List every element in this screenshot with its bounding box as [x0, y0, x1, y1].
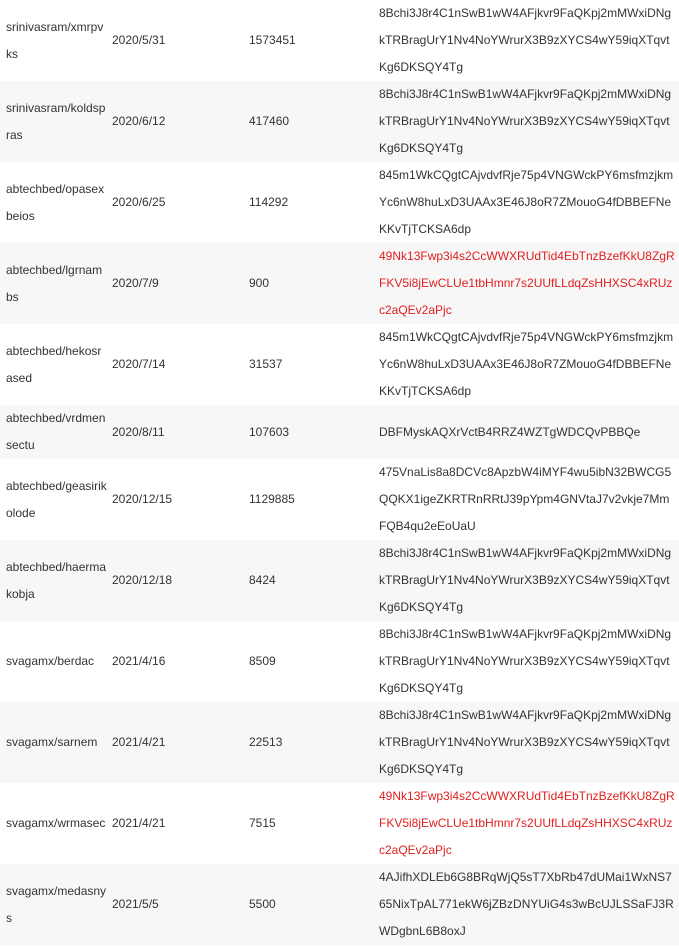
count-cell: 7515 [249, 816, 276, 830]
count-cell: 107603 [249, 424, 290, 439]
repo-cell: abtechbed/vrdmensectu [6, 411, 106, 452]
date-cell: 2020/12/18 [112, 573, 173, 587]
wallet-address-cell: 8Bchi3J8r4C1nSwB1wW4AFjkvr9FaQKpj2mMWxiDNgkTRBragUrY1Nv4NoYWrurX3B9zXYCS4wY59iqXTqvtKg6DKSQY4Tg [379, 627, 672, 695]
count-cell: 900 [249, 276, 270, 290]
date-cell: 2021/4/16 [112, 654, 166, 668]
count-cell: 8424 [249, 573, 276, 587]
table-row [0, 864, 679, 945]
table-row [0, 324, 679, 405]
wallet-address-cell: DBFMyskAQXrVctB4RRZ4WZTgWDCQvPBBQe [379, 424, 641, 439]
date-cell: 2020/12/15 [112, 492, 173, 506]
wallet-address-cell: 8Bchi3J8r4C1nSwB1wW4AFjkvr9FaQKpj2mMWxiDNgkTRBragUrY1Nv4NoYWrurX3B9zXYCS4wY59iqXTqvtKg6DKSQY4Tg [379, 708, 672, 776]
count-cell: 114292 [249, 195, 289, 209]
table-row [0, 540, 679, 621]
repo-cell: abtechbed/lgrnambs [6, 262, 103, 304]
wallet-address-cell: 49Nk13Fwp3i4s2CcWWXRUdTid4EbTnzBzefKkU8ZgRFKV5i8jEwCLUe1tbHmnr7s2UUfLLdqZsHHXSC4xRUzc2aQEv2aPjc [379, 249, 675, 317]
count-cell: 22513 [249, 735, 283, 749]
date-cell: 2021/4/21 [112, 735, 166, 749]
date-cell: 2021/4/21 [112, 816, 166, 830]
table-row [0, 405, 679, 459]
repo-cell: svagamx/medasnys [6, 883, 107, 925]
table-row [0, 459, 679, 540]
repo-cell: svagamx/berdac [6, 654, 95, 668]
repo-cell: abtechbed/opasexbeios [6, 181, 105, 223]
date-cell: 2020/7/14 [112, 357, 166, 371]
wallet-address-cell: 845m1WkCQgtCAjvdvfRje75p4VNGWckPY6msfmzjkmYc6nW8huLxD3UAAx3E46J8oR7ZMouoG4fDBBEFNeKKvTjTCKSA6dp [379, 330, 674, 398]
count-cell: 417460 [249, 114, 290, 128]
date-cell: 2021/5/5 [112, 897, 159, 911]
wallet-address-cell: 4AJifhXDLEb6G8BRqWjQ5sT7XbRb47dUMai1WxNS765NixTpAL771ekW6jZBzDNYUiG4s3wBcUJLSSaFJ3RWDgbnL6B8oxJ [379, 870, 674, 938]
count-cell: 8509 [249, 654, 276, 668]
repo-cell: abtechbed/hekosrased [6, 343, 102, 385]
wallet-address-cell: 49Nk13Fwp3i4s2CcWWXRUdTid4EbTnzBzefKkU8ZgRFKV5i8jEwCLUe1tbHmnr7s2UUfLLdqZsHHXSC4xRUzc2aQEv2aPjc [379, 789, 675, 857]
count-cell: 5500 [249, 897, 276, 911]
date-cell: 2020/5/31 [112, 33, 166, 47]
wallet-address-cell: 8Bchi3J8r4C1nSwB1wW4AFjkvr9FaQKpj2mMWxiDNgkTRBragUrY1Nv4NoYWrurX3B9zXYCS4wY59iqXTqvtKg6DKSQY4Tg [379, 87, 672, 155]
table-row [0, 783, 679, 864]
table-row [0, 702, 679, 783]
wallet-address-cell: 8Bchi3J8r4C1nSwB1wW4AFjkvr9FaQKpj2mMWxiDNgkTRBragUrY1Nv4NoYWrurX3B9zXYCS4wY59iqXTqvtKg6DKSQY4Tg [379, 6, 672, 74]
repo-cell: svagamx/sarnem [6, 735, 98, 749]
date-cell: 2020/6/12 [112, 114, 166, 128]
repo-cell: srinivasram/xmrpvks [6, 19, 104, 61]
table-row [0, 0, 679, 81]
count-cell: 1573451 [249, 33, 296, 47]
repo-cell: abtechbed/geasirikolode [6, 478, 107, 520]
table-row [0, 243, 679, 324]
wallet-address-cell: 475VnaLis8a8DCVc8ApzbW4iMYF4wu5ibN32BWCG5QQKX1igeZKRTRnRRtJ39pYpm4GNVtaJ7v2vkje7MmFQB4qu2eEoUaU [379, 465, 672, 533]
repo-cell: svagamx/wrmasec [6, 816, 106, 830]
table-row [0, 621, 679, 702]
table-row [0, 81, 679, 162]
date-cell: 2020/7/9 [112, 276, 159, 290]
wallet-address-cell: 8Bchi3J8r4C1nSwB1wW4AFjkvr9FaQKpj2mMWxiDNgkTRBragUrY1Nv4NoYWrurX3B9zXYCS4wY59iqXTqvtKg6DKSQY4Tg [379, 546, 672, 614]
date-cell: 2020/6/25 [112, 195, 166, 209]
wallet-address-cell: 845m1WkCQgtCAjvdvfRje75p4VNGWckPY6msfmzjkmYc6nW8huLxD3UAAx3E46J8oR7ZMouoG4fDBBEFNeKKvTjTCKSA6dp [379, 168, 674, 236]
repo-cell: srinivasram/koldspras [6, 100, 106, 142]
repo-cell: abtechbed/haermakobja [6, 559, 107, 601]
count-cell: 1129885 [249, 492, 295, 506]
table-row [0, 162, 679, 243]
count-cell: 31537 [249, 357, 283, 371]
date-cell: 2020/8/11 [112, 424, 165, 439]
